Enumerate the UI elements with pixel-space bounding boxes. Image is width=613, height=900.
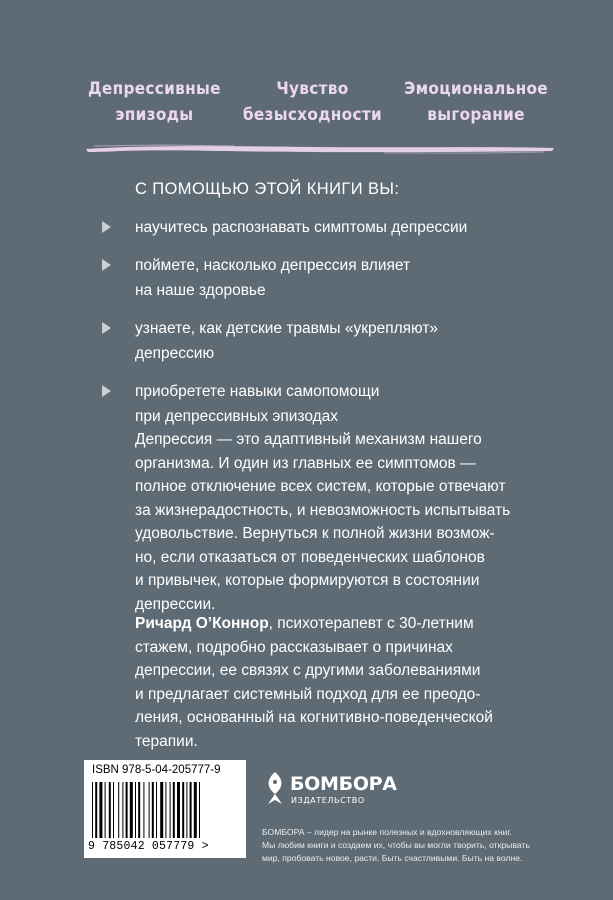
theme-line: безысходности (242, 105, 383, 125)
triangle-bullet-icon (102, 385, 111, 397)
fish-logo-icon (262, 770, 288, 810)
benefit-text: поймете, насколько депрессия влияет на наше здоровье (135, 257, 411, 299)
benefit-item (102, 316, 522, 366)
theme-line: выгорание (427, 105, 525, 125)
benefit-item (102, 215, 522, 240)
benefit-text: приобретете навыки самопомощи при депрессивных эпизодах (135, 383, 380, 425)
author-paragraph (135, 612, 555, 753)
isbn-label: ISBN 978-5-04-205777-9 (92, 764, 221, 776)
theme-line: Чувство (276, 79, 349, 99)
triangle-bullet-icon (102, 221, 111, 233)
themes-row (88, 76, 548, 128)
theme-line: эпизоды (115, 105, 194, 125)
benefits-heading: С ПОМОЩЬЮ ЭТОЙ КНИГИ ВЫ: (135, 180, 400, 198)
publisher-subtitle: ИЗДАТЕЛЬСТВО (291, 796, 365, 805)
theme-depressive-episodes (88, 76, 221, 128)
author-name: Ричард О’Коннор (135, 615, 269, 632)
benefit-item (102, 253, 522, 303)
benefit-item (102, 379, 522, 429)
description-paragraph: Депрессия — это адаптивный механизм нашего организма. И один из главных ее симптомов — полное отключение всех систем, которые отвечают за жизнерадостность, и невозможность испытывать удовольствие. Вернуться к полной жизни возмож- но, если отказаться от поведенческих шаблонов и привычек, которые формируются в состоянии депрессии. (135, 431, 511, 613)
publisher-logo (262, 770, 397, 814)
theme-line: Эмоциональное (404, 79, 548, 99)
benefit-text: узнаете, как детские травмы «укрепляют» депрессию (135, 320, 439, 362)
theme-hopelessness (243, 76, 382, 128)
author-text: , психотерапевт с 30-летним стажем, подробно рассказывает о причинах депрессии, ее связях с другими заболеваниями и предлагает системный подход для ее преодо- ления, основанный на когнитивно-поведенческой терапии. (135, 615, 493, 750)
benefits-list (102, 215, 522, 442)
benefit-text: научитесь распознавать симптомы депрессии (135, 219, 468, 236)
barcode-bars (90, 782, 240, 840)
publisher-name: БОМБОРА (290, 773, 397, 795)
triangle-bullet-icon (102, 259, 111, 271)
barcode (84, 760, 246, 858)
theme-burnout (404, 76, 548, 128)
theme-line: Депрессивные (88, 79, 221, 99)
barcode-number: 9 785042 057779 > (88, 840, 209, 853)
publisher-tagline: БОМБОРА – лидер на рынке полезных и вдохновляющих книг. Мы любим книги и создаем их, чтобы вы могли творить, открывать мир, пробовать новое, расти. Быть счастливыми. Быть на волне. (262, 827, 530, 863)
triangle-bullet-icon (102, 322, 111, 334)
brush-stroke-divider (84, 141, 556, 155)
